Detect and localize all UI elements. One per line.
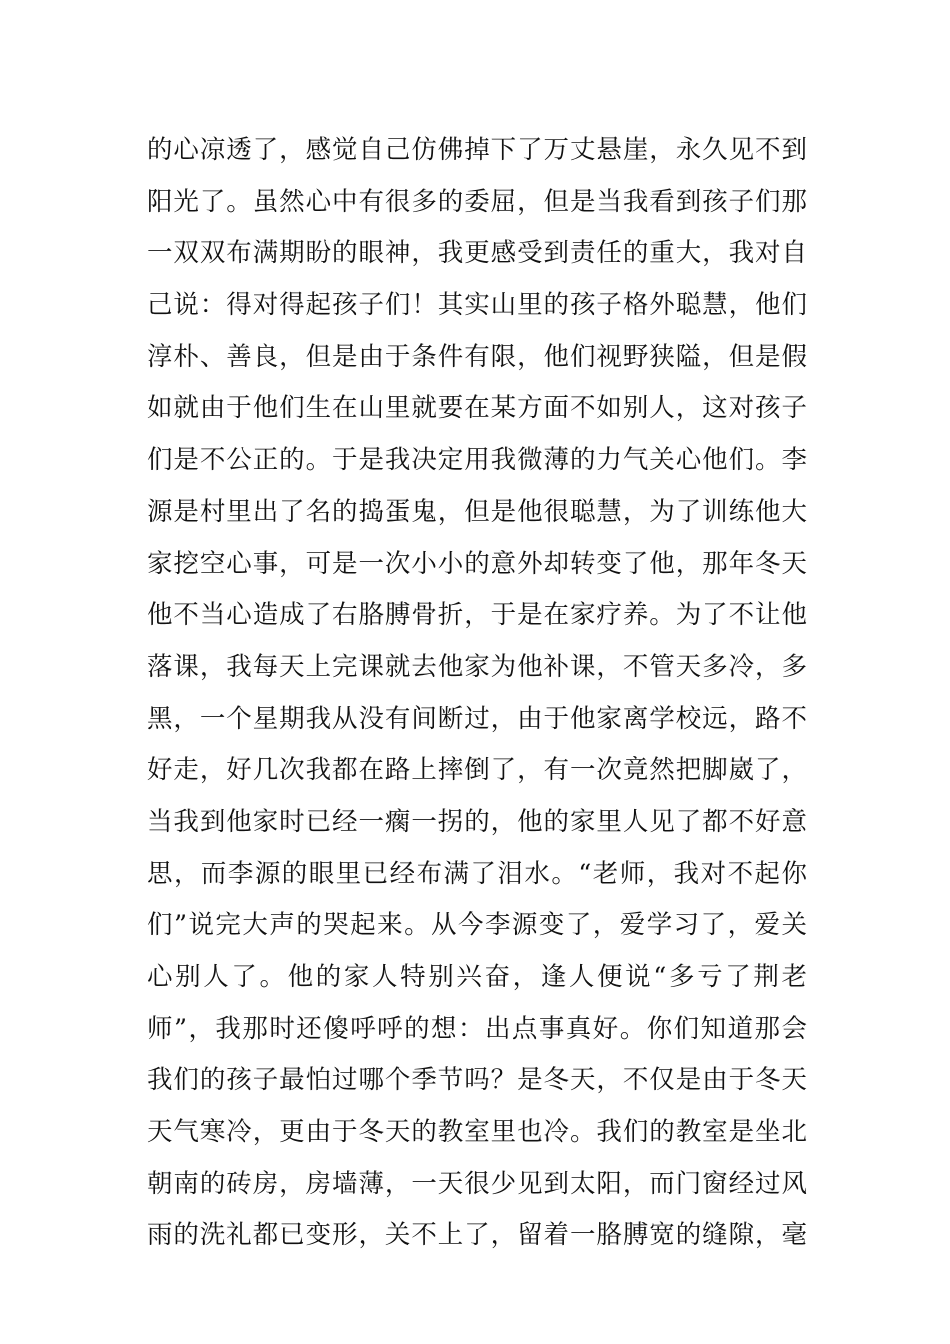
text-line-5: 淳朴、善良，但是由于条件有限，他们视野狭隘，但是假 [147, 341, 807, 372]
text-line-13: 好走，好几次我都在路上摔倒了，有一次竟然把脚崴了， [147, 755, 807, 786]
text-line-10: 他不当心造成了右胳膊骨折，于是在家疗养。为了不让他 [147, 600, 807, 631]
text-line-19: 我们的孩子最怕过哪个季节吗？是冬天，不仅是由于冬天 [147, 1065, 807, 1096]
text-line-3: 一双双布满期盼的眼神，我更感受到责任的重大，我对自 [147, 238, 807, 269]
text-line-12: 黑，一个星期我从没有间断过，由于他家离学校远，路不 [147, 703, 807, 734]
text-line-7: 们是不公正的。于是我决定用我微薄的力气关心他们。李 [147, 445, 807, 476]
text-line-6: 如就由于他们生在山里就要在某方面不如别人，这对孩子 [147, 393, 807, 424]
text-line-15: 思，而李源的眼里已经布满了泪水。“老师，我对不起你 [147, 858, 807, 889]
text-line-9: 家挖空心事，可是一次小小的意外却转变了他，那年冬天 [147, 548, 807, 579]
text-line-1: 的心凉透了，感觉自己仿佛掉下了万丈悬崖，永久见不到 [147, 135, 807, 165]
text-line-4: 己说：得对得起孩子们！其实山里的孩子格外聪慧，他们 [147, 290, 807, 321]
text-line-20: 天气寒冷，更由于冬天的教室里也冷。我们的教室是坐北 [147, 1117, 807, 1148]
text-line-11: 落课，我每天上完课就去他家为他补课，不管天多冷，多 [147, 651, 807, 682]
text-line-8: 源是村里出了名的捣蛋鬼，但是他很聪慧，为了训练他大 [147, 496, 807, 527]
text-line-17: 心别人了。他的家人特别兴奋，逢人便说“多亏了荆老 [147, 962, 807, 992]
body-text [147, 125, 807, 1262]
text-line-2: 阳光了。虽然心中有很多的委屈，但是当我看到孩子们那 [147, 186, 807, 217]
text-line-14: 当我到他家时已经一瘸一拐的，他的家里人见了都不好意 [147, 806, 807, 837]
text-line-16: 们”说完大声的哭起来。从今李源变了，爱学习了，爱关 [147, 910, 807, 941]
text-line-18: 师”，我那时还傻呼呼的想：出点事真好。你们知道那会 [147, 1013, 807, 1044]
text-line-22: 雨的洗礼都已变形，关不上了，留着一胳膊宽的缝隙，毫 [147, 1220, 807, 1251]
text-line-21: 朝南的砖房，房墙薄，一天很少见到太阳，而门窗经过风 [147, 1168, 807, 1199]
